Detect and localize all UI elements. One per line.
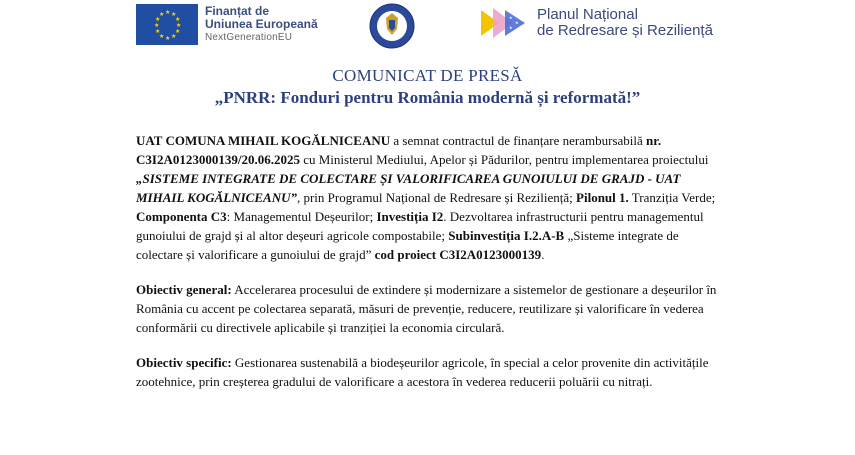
specific-objective-label: Obiectiv specific:	[136, 355, 232, 370]
page-subtitle: „PNRR: Fonduri pentru România modernă și reformată!”	[214, 88, 641, 107]
eu-logo-line1: Finanțat de	[205, 4, 270, 18]
investment-label: Investiția I2	[376, 209, 444, 224]
specific-objective-text: Gestionarea sustenabilă a biodeșeurilor agricole, în special a celor provenite din activitățile zootehnice, prin creșterea gradului de valorificare a acestora în vederea reducerii poluării cu nitrați.	[136, 355, 709, 389]
text-segment: „Sisteme integrate de colectare și valorificare a gunoiului de grajd”	[136, 228, 679, 262]
svg-text:★: ★	[155, 16, 161, 23]
eu-logo-line2: Uniunea Europeană	[205, 17, 318, 31]
text-segment: Tranziția Verde;	[628, 190, 716, 205]
contract-paragraph	[136, 131, 726, 264]
component-label: Componenta C3	[136, 209, 227, 224]
svg-text:★: ★	[509, 25, 513, 30]
svg-text:★: ★	[171, 33, 177, 40]
text-segment: : Managementul Deșeurilor;	[226, 209, 377, 224]
press-release-body	[136, 131, 726, 407]
specific-objective-paragraph	[136, 353, 726, 391]
svg-text:★: ★	[165, 9, 171, 16]
page-title: COMUNICAT DE PRESĂ	[332, 66, 523, 85]
text-segment: . Dezvoltarea infrastructurii pentru managementul gunoiului de grajd și al altor deșeuri agricole compostabile;	[136, 209, 704, 243]
svg-text:★: ★	[175, 28, 181, 35]
pnrr-logo-line2: de Redresare și Reziliență	[537, 22, 713, 39]
pillar-label: Pilonul 1.	[576, 190, 629, 205]
project-code: cod proiect C3I2A0123000139	[374, 247, 542, 262]
svg-text:★: ★	[159, 33, 165, 40]
pnrr-mark-icon	[479, 6, 531, 40]
pnrr-logo	[479, 6, 713, 40]
eu-logo-line3: NextGenerationEU	[205, 32, 293, 43]
contract-number: nr. C3I2A0123000139/20.06.2025	[136, 133, 662, 167]
subinvestment-label: Subinvestiția I.2.A-B	[448, 228, 565, 243]
svg-text:★: ★	[171, 11, 177, 18]
text-segment: cu Ministerul Mediului, Apelor și Pădurilor, pentru implementarea proiectului	[299, 152, 709, 167]
svg-text:★: ★	[155, 28, 161, 35]
general-objective-label: Obiectiv general:	[136, 282, 232, 297]
text-segment: .	[541, 247, 545, 262]
general-objective-paragraph	[136, 280, 726, 337]
svg-text:★: ★	[175, 16, 181, 23]
text-segment: a semnat contractul de finanțare nerambursabilă	[390, 133, 647, 148]
beneficiary-name: UAT COMUNA MIHAIL KOGĂLNICEANU	[136, 133, 391, 148]
romanian-government-crest-icon	[368, 2, 416, 50]
project-title: „SISTEME INTEGRATE DE COLECTARE ȘI VALORIFICAREA GUNOIULUI DE GRAJD - UAT MIHAIL KOGĂLNICEANU”	[136, 171, 681, 205]
svg-text:★: ★	[159, 11, 165, 18]
svg-text:★: ★	[515, 20, 519, 25]
eu-flag-icon	[136, 4, 198, 45]
text-segment: , prin Programul Național de Redresare și Reziliență;	[296, 190, 577, 205]
eu-funding-logo	[136, 4, 318, 45]
svg-text:★: ★	[165, 35, 171, 42]
svg-text:★: ★	[176, 22, 182, 29]
pnrr-logo-line1: Planul Național	[537, 6, 638, 23]
svg-text:★: ★	[509, 15, 513, 20]
svg-text:★: ★	[154, 22, 160, 29]
general-objective-text: Accelerarea procesului de extindere și modernizare a sistemelor de gestionare a deșeurilor în România cu accent pe colectarea separată, măsuri de prevenție, reducere, reutilizare și valorificare în vederea conformării cu directivele aplicabile și tranziției la economia circulară.	[136, 282, 717, 335]
